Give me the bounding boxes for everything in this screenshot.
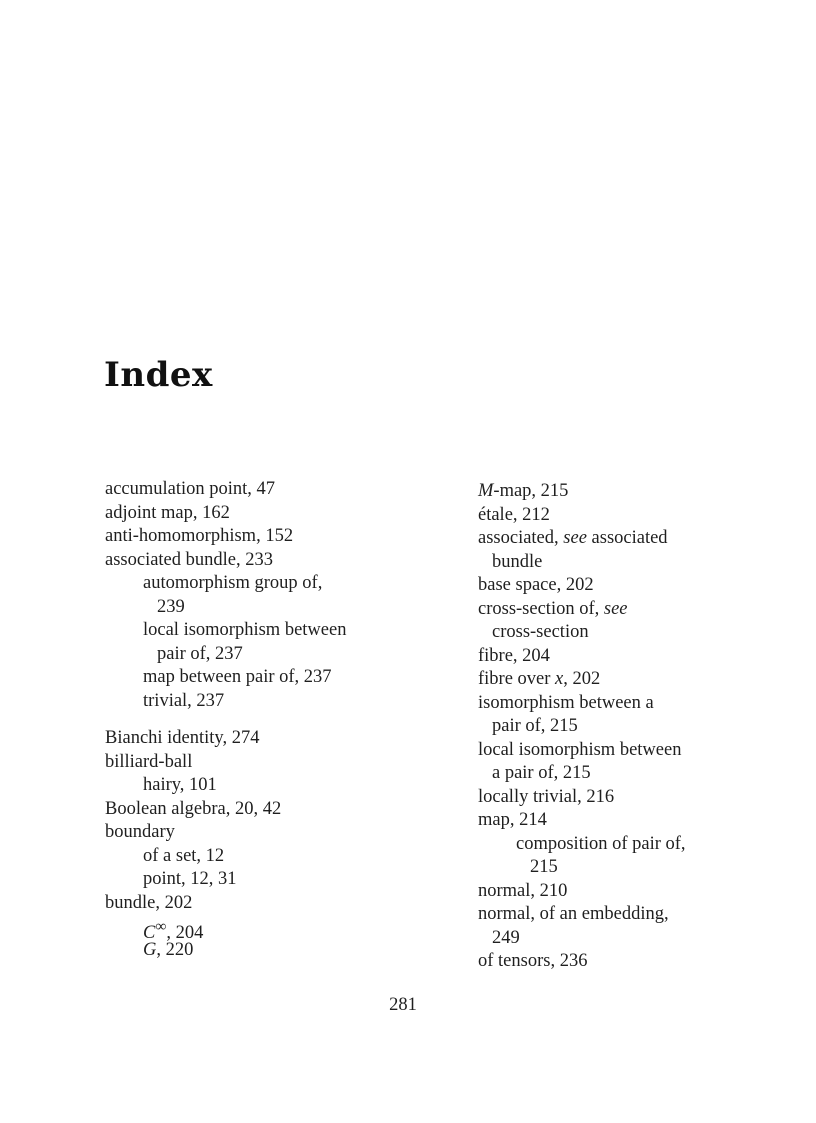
index-entry: Bianchi identity, 274	[105, 728, 260, 748]
index-subentry	[478, 527, 778, 551]
index-subentry: of tensors, 236	[478, 951, 588, 971]
index-subentry: étale, 212	[478, 504, 550, 525]
index-subsubentry-continuation: 215	[530, 857, 558, 877]
index-subentry-text: cross-section of,	[478, 598, 604, 619]
index-subentry: map, 214	[478, 810, 547, 830]
math-symbol: C	[143, 923, 156, 944]
math-symbol: M	[478, 481, 494, 501]
index-subentry: trivial, 237	[143, 690, 225, 711]
index-entry: adjoint map, 162	[105, 502, 230, 523]
index-subentry: normal, of an embedding,	[478, 904, 669, 924]
index-column-right	[478, 480, 778, 974]
index-subentry-continuation: a pair of, 215	[492, 763, 591, 783]
index-subentry-text: -map, 215	[493, 481, 569, 501]
index-subentry: local isomorphism between	[143, 620, 347, 640]
index-subentry-text: associated	[586, 528, 668, 548]
index-entry: associated bundle, 233	[105, 549, 273, 570]
index-subentry	[478, 668, 778, 692]
index-entry: Boolean algebra, 20, 42	[105, 798, 282, 819]
index-entry: boundary	[105, 822, 175, 842]
index-subentry-text: , 202	[563, 669, 601, 689]
index-subentry: local isomorphism between	[478, 739, 682, 760]
index-subentry	[478, 480, 778, 504]
index-subentry-continuation: 239	[157, 596, 185, 617]
math-symbol: G	[143, 939, 157, 960]
page-number: 281	[389, 995, 417, 1015]
index-subentry-continuation: cross-section	[492, 622, 589, 642]
index-entry: anti-homomorphism, 152	[105, 526, 294, 546]
index-subentry-continuation: 249	[492, 927, 520, 948]
index-subentry	[105, 915, 435, 944]
index-entry: bundle, 202	[105, 892, 193, 913]
page-title: Index	[104, 355, 213, 395]
index-entry: accumulation point, 47	[105, 479, 276, 499]
index-subentry-text: fibre over	[478, 669, 556, 689]
index-subentry: of a set, 12	[143, 845, 225, 866]
index-subentry-continuation: pair of, 215	[492, 716, 578, 736]
see-reference: see	[603, 598, 628, 619]
index-subentry-text: associated,	[478, 528, 564, 548]
index-subentry: locally trivial, 216	[478, 786, 615, 807]
math-symbol: x	[555, 669, 564, 689]
index-subentry-text: , 204	[166, 923, 204, 944]
index-subentry: map between pair of, 237	[143, 667, 332, 687]
index-subentry: normal, 210	[478, 880, 568, 901]
index-subentry: point, 12, 31	[143, 869, 237, 889]
index-subentry-continuation: pair of, 237	[157, 643, 243, 664]
index-subentry: isomorphism between a	[478, 692, 654, 713]
index-subentry: automorphism group of,	[143, 573, 323, 593]
index-subsubentry: composition of pair of,	[516, 833, 686, 854]
index-column-left	[105, 478, 435, 962]
index-subentry	[478, 598, 778, 622]
index-entry: billiard-ball	[105, 751, 193, 772]
index-subentry: hairy, 101	[143, 775, 217, 795]
math-superscript: ∞	[155, 918, 167, 935]
index-subentry: base space, 202	[478, 575, 594, 595]
see-reference: see	[563, 528, 587, 548]
index-subentry-text: , 220	[156, 939, 194, 960]
index-subentry-continuation: bundle	[492, 551, 543, 572]
index-subentry: fibre, 204	[478, 645, 550, 666]
index-subentry	[105, 939, 435, 963]
group-separator	[105, 713, 435, 727]
